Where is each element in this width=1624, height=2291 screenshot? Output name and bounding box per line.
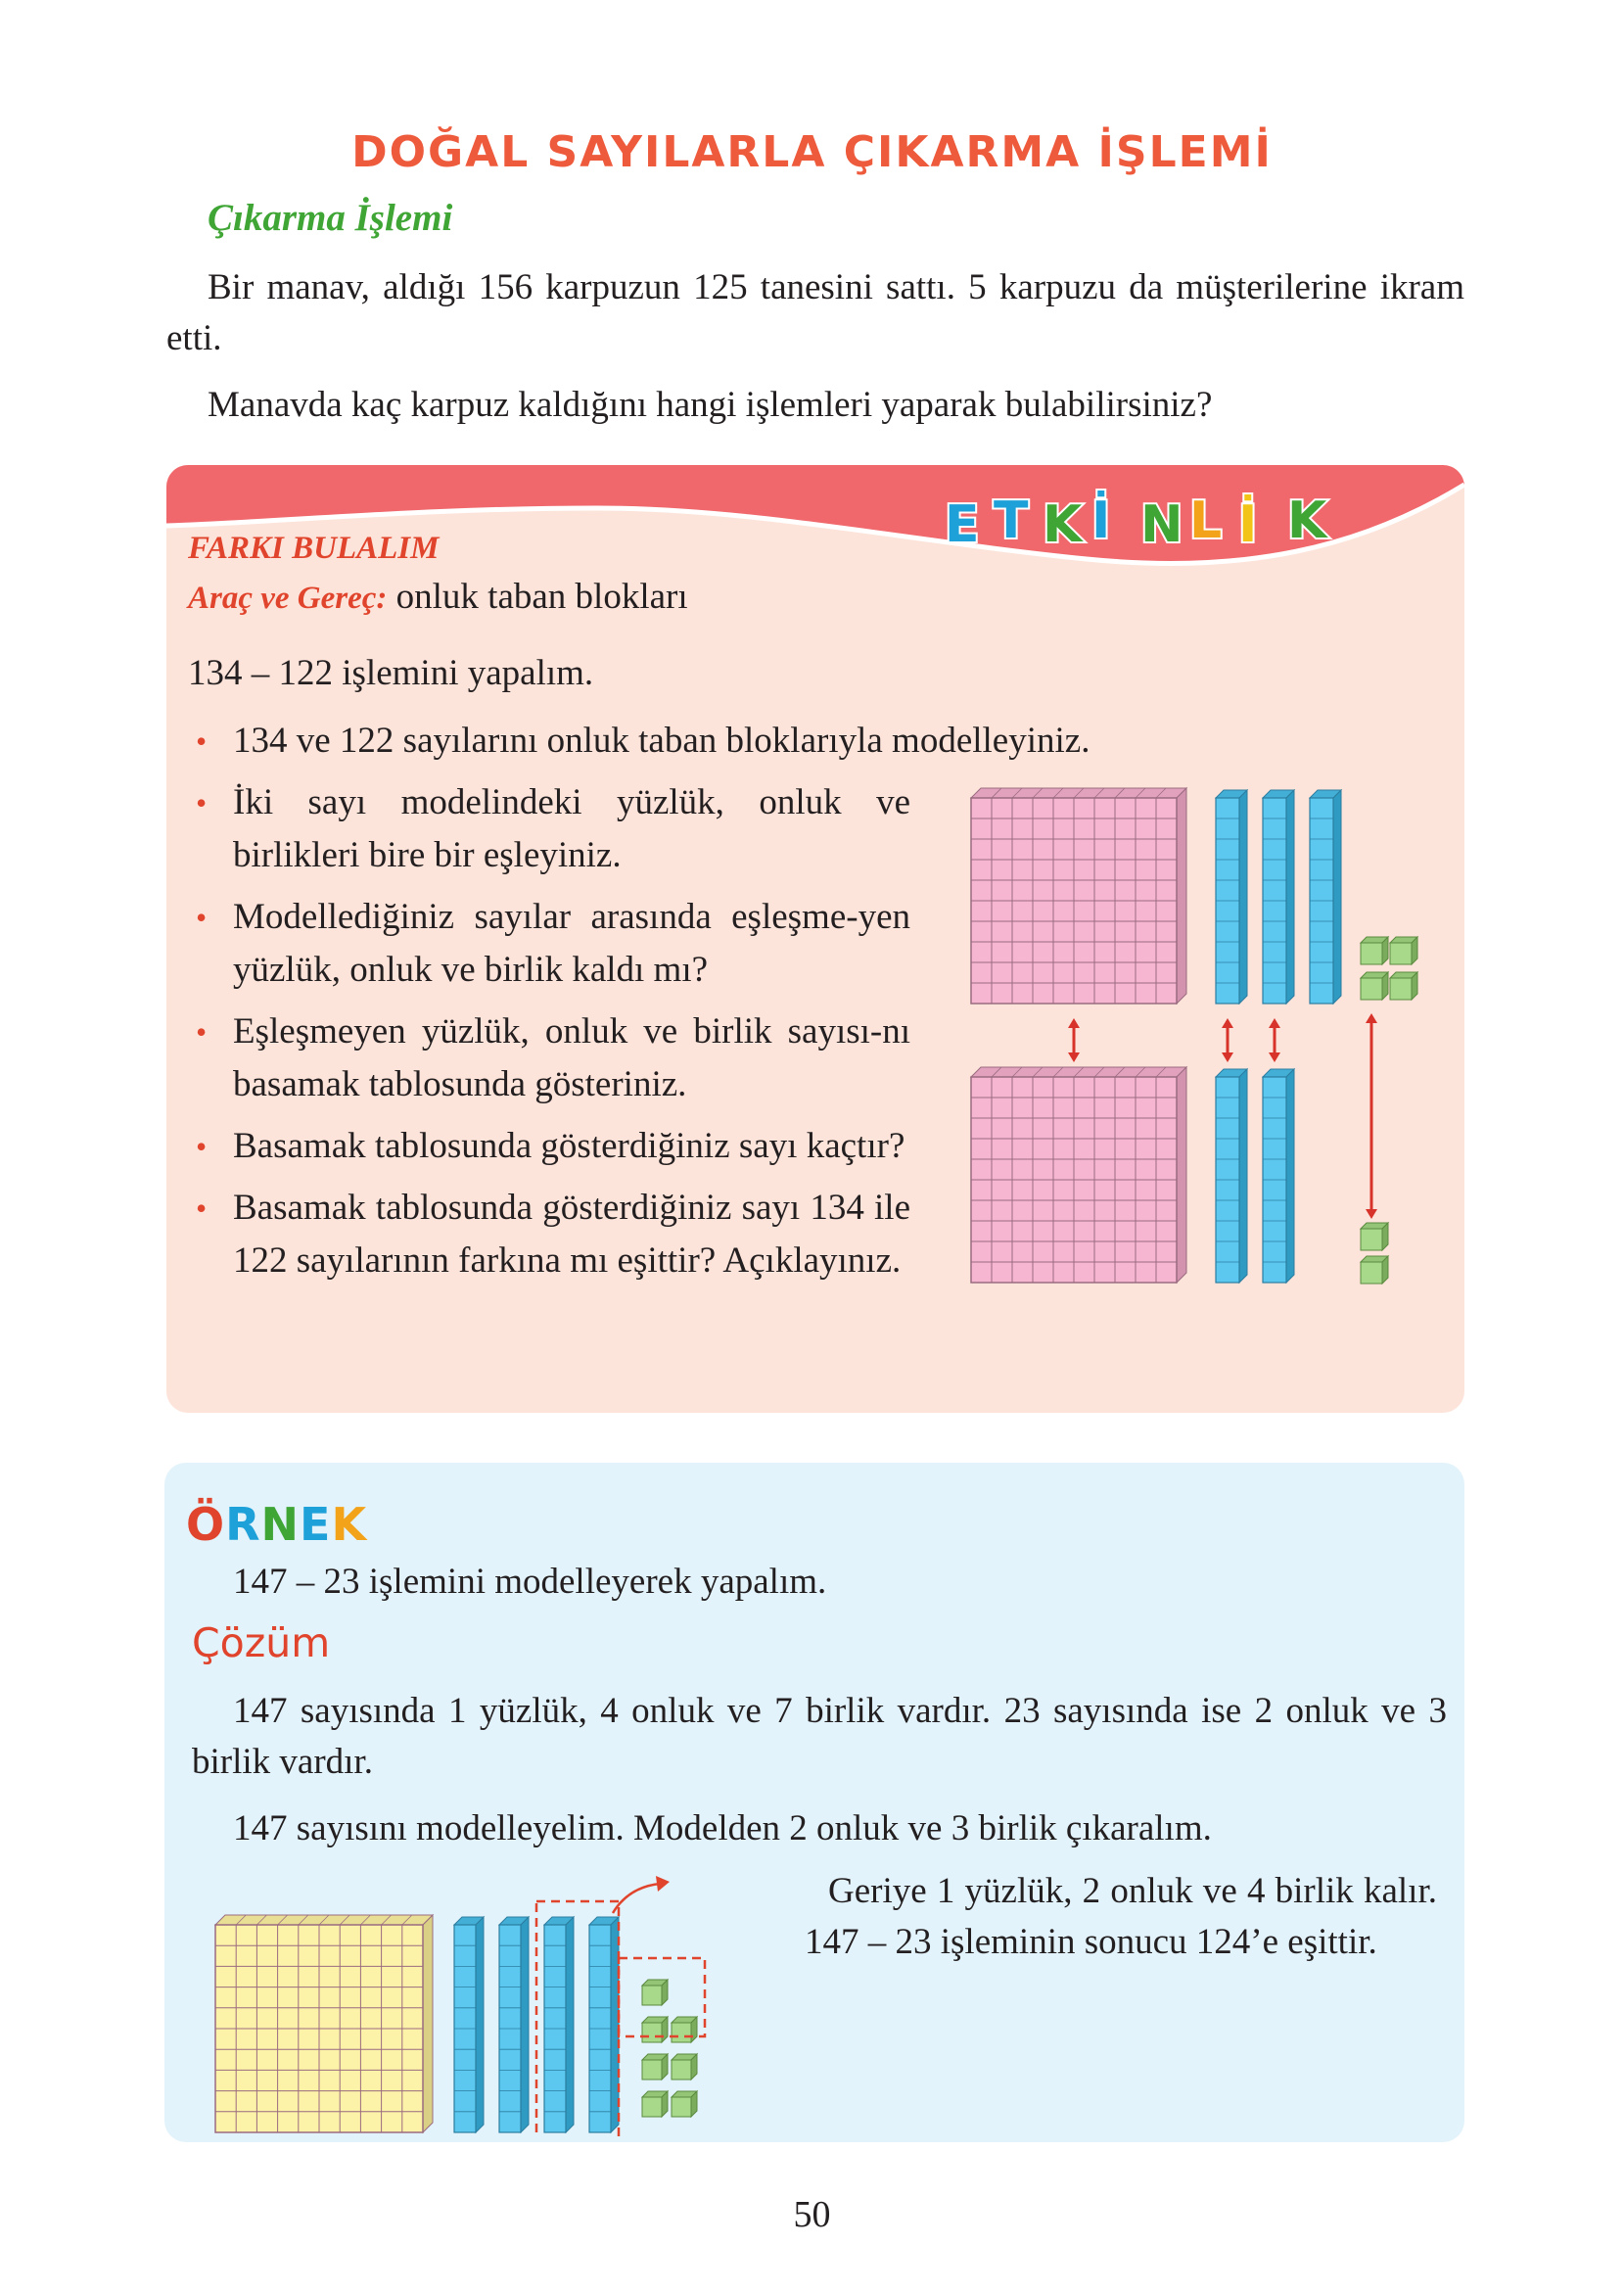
banner-letter: N <box>1140 495 1183 554</box>
one-cube <box>1361 1262 1382 1284</box>
banner-letter: T <box>994 491 1029 550</box>
one-cube <box>642 2097 662 2117</box>
one-cube <box>1390 943 1412 964</box>
tools-value: onluk taban blokları <box>395 577 688 617</box>
base-ten-example-147 <box>213 1854 781 2138</box>
banner-letter: L <box>1189 491 1223 550</box>
activity-box <box>166 465 1464 1413</box>
list-item: • Eşleşmeyen yüzlük, onluk ve birlik sayısı-nı basamak tablosunda gösteriniz. <box>196 1011 910 1104</box>
one-cube <box>1361 978 1382 1000</box>
banner-letter: K <box>1043 495 1083 554</box>
section-title: Çıkarma İşlemi <box>208 197 453 239</box>
activity-tools <box>188 576 688 618</box>
activity-banner-letters <box>935 465 1366 573</box>
activity-bullets <box>188 776 910 1287</box>
example-letter: R <box>225 1498 261 1551</box>
activity-heading: FARKI BULALIM <box>188 531 440 566</box>
one-cube <box>642 2060 662 2080</box>
list-item: • Modellediğiniz sayılar arasında eşleşme-yen yüzlük, onluk ve birlik kaldı mı? <box>196 897 910 990</box>
banner-letter: K <box>1287 491 1327 550</box>
solution-title: Çözüm <box>192 1619 331 1666</box>
example-problem: 147 – 23 işlemini modelleyerek yapalım. <box>233 1562 827 1602</box>
tools-label: Araç ve Gereç: <box>188 581 388 616</box>
one-cube <box>642 2023 662 2042</box>
activity-task: 134 – 122 işlemini yapalım. <box>188 653 594 693</box>
one-cube <box>1361 943 1382 964</box>
example-letter: E <box>300 1498 332 1551</box>
list-item: • Basamak tablosunda gösterdiğiniz sayı kaçtır? <box>196 1126 905 1166</box>
intro-paragraph-2: Manavda kaç karpuz kaldığını hangi işlemleri yaparak bulabilirsiniz? <box>208 385 1213 425</box>
example-letter: N <box>260 1498 301 1551</box>
example-label <box>186 1498 367 1551</box>
list-item: • 134 ve 122 sayılarını onluk taban bloklarıyla modelleyiniz. <box>196 721 1090 761</box>
banner-letter: İ <box>1091 491 1111 550</box>
page-number: 50 <box>793 2194 831 2235</box>
one-cube <box>672 2060 691 2080</box>
solution-paragraph-1: 147 sayısında 1 yüzlük, 4 onluk ve 7 birlik vardır. 23 sayısında ise 2 onluk ve 3 birlik vardır. <box>192 1691 1447 1782</box>
solution-paragraph-2: 147 sayısını modelleyelim. Modelden 2 onluk ve 3 birlik çıkaralım. <box>233 1808 1212 1848</box>
activity-bullet-first <box>188 715 1431 768</box>
example-result: Geriye 1 yüzlük, 2 onluk ve 4 birlik kalır. 147 – 23 işleminin sonucu 124’e eşittir. <box>805 1871 1437 1962</box>
banner-letter: İ <box>1238 495 1258 554</box>
one-cube <box>672 2023 691 2042</box>
one-cube <box>642 1986 662 2005</box>
example-box <box>164 1463 1464 2142</box>
example-letter: K <box>331 1498 368 1551</box>
list-item: • İki sayı modelindeki yüzlük, onluk ve birlikleri bire bir eşleyiniz. <box>196 782 910 875</box>
one-cube <box>1390 978 1412 1000</box>
list-item: • Basamak tablosunda gösterdiğiniz sayı 134 ile 122 sayılarının farkına mı eşittir? Açıklayınız. <box>196 1188 910 1281</box>
one-cube <box>1361 1229 1382 1250</box>
example-letter: Ö <box>186 1498 226 1551</box>
one-cube <box>672 2097 691 2117</box>
base-ten-comparison <box>969 778 1459 1307</box>
banner-letter: E <box>945 495 980 554</box>
page-title: DOĞAL SAYILARLA ÇIKARMA İŞLEMİ <box>351 127 1273 177</box>
intro-paragraph-1: Bir manav, aldığı 156 karpuzun 125 tanesini sattı. 5 karpuzu da müşterilerine ikram etti. <box>166 267 1464 358</box>
